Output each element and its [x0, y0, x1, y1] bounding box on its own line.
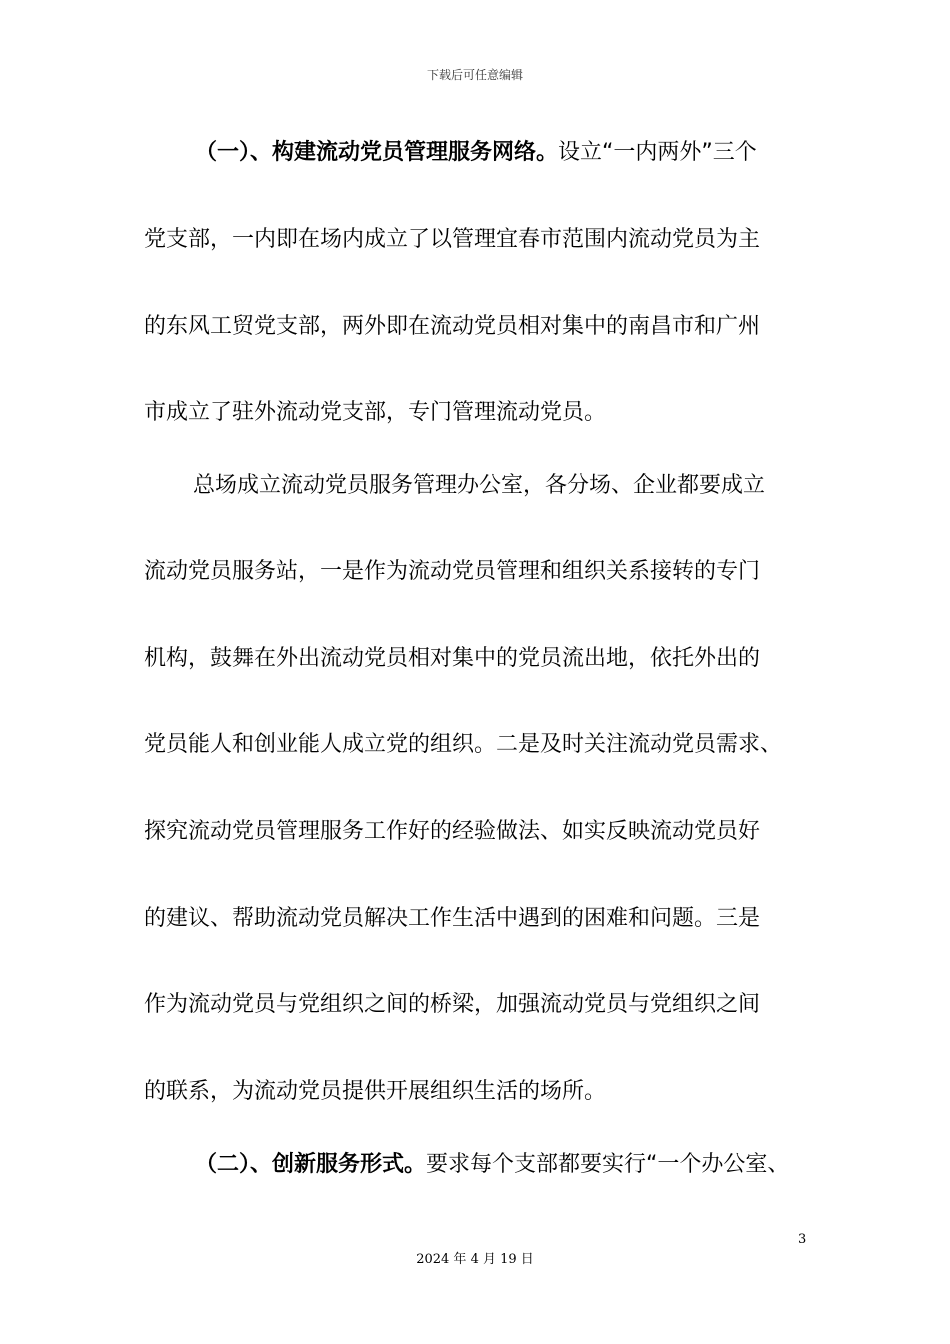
- paragraph-line: 探究流动党员管理服务工作好的经验做法、如实反映流动党员好: [144, 819, 761, 844]
- paragraph-line: 的建议、帮助流动党员解决工作生活中遇到的困难和问题。三是: [144, 906, 761, 931]
- paragraph-line: 的联系，为流动党员提供开展组织生活的场所。: [144, 1079, 607, 1104]
- section-heading: （一）、构建流动党员管理服务网络。: [195, 140, 559, 165]
- line-text: 要求每个支部都要实行“一个办公室、: [426, 1152, 790, 1177]
- paragraph-line: 市成立了驻外流动党支部，专门管理流动党员。: [144, 400, 607, 425]
- paragraph-line: 机构，鼓舞在外出流动党员相对集中的党员流出地，依托外出的: [144, 646, 761, 671]
- line-text: 设立“一内两外”三个: [558, 140, 757, 165]
- section-heading: （二）、创新服务形式。: [195, 1152, 427, 1177]
- page-header: 下载后可任意编辑: [426, 68, 523, 82]
- paragraph-line: 流动党员服务站，一是作为流动党员管理和组织关系接转的专门: [144, 559, 761, 584]
- paragraph-line: [195, 1150, 815, 1180]
- page-number: 3: [798, 1232, 807, 1247]
- paragraph-line: 党支部，一内即在场内成立了以管理宜春市范围内流动党员为主: [144, 227, 761, 252]
- paragraph-line: 党员能人和创业能人成立党的组织。二是及时关注流动党员需求、: [144, 732, 783, 757]
- page-footer-date: 2024 年 4 月 19 日: [416, 1252, 534, 1267]
- paragraph-line: 的东风工贸党支部，两外即在流动党员相对集中的南昌市和广州: [144, 314, 761, 339]
- paragraph-line: 作为流动党员与党组织之间的桥梁，加强流动党员与党组织之间: [144, 992, 761, 1017]
- paragraph-line: [195, 138, 815, 168]
- paragraph-line: 总场成立流动党员服务管理办公室，各分场、企业都要成立: [193, 473, 766, 498]
